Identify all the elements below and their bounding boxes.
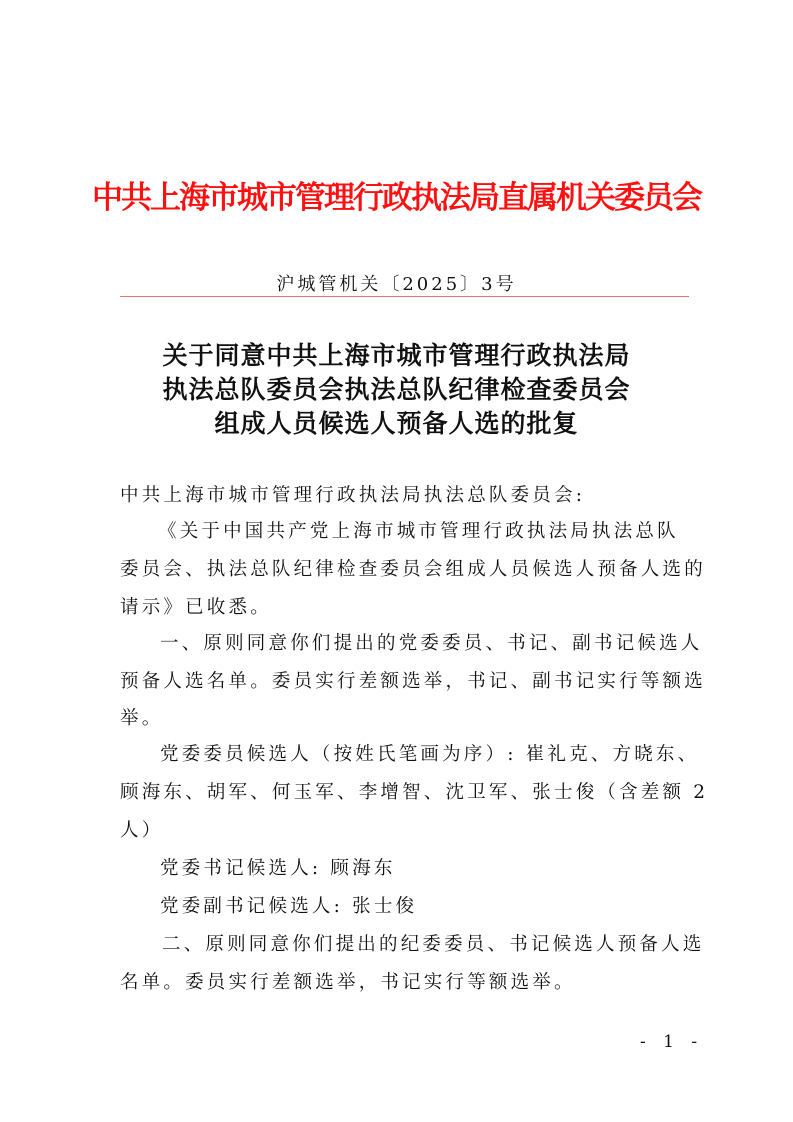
body-line: 党委副书记候选人: 张士俊 — [160, 896, 418, 917]
body-line: 请示》已收悉。 — [120, 597, 272, 618]
body-line: 举。 — [120, 708, 164, 729]
body-line: 一、原则同意你们提出的党委委员、书记、副书记候选人 — [160, 633, 703, 654]
body-line: 预备人选名单。委员实行差额选举，书记、副书记实行等额选 — [120, 671, 706, 692]
issuing-organization-header: 中共上海市城市管理行政执法局直属机关委员会 — [92, 180, 701, 216]
document-title-line: 关于同意中共上海市城市管理行政执法局 — [162, 341, 631, 370]
body-line: 委员会、执法总队纪律检查委员会组成人员候选人预备人选的 — [120, 559, 706, 580]
header-divider — [120, 296, 689, 297]
body-line: 名单。委员实行差额选举，书记实行等额选举。 — [120, 972, 576, 993]
body-line: 党委委员候选人（按姓氏笔画为序）: 崔礼克、方晓东、 — [160, 744, 700, 765]
document-title-line: 执法总队委员会执法总队纪律检查委员会 — [162, 375, 631, 404]
page-number: - 1 - — [640, 1032, 704, 1052]
body-line: 顾海东、胡军、何玉军、李增智、沈卫军、张士俊（含差额 2 — [120, 782, 709, 803]
salutation: 中共上海市城市管理行政执法局执法总队委员会: — [120, 485, 586, 506]
body-line: 人） — [120, 820, 164, 841]
body-line: 二、原则同意你们提出的纪委委员、书记候选人预备人选 — [162, 934, 705, 955]
body-line: 党委书记候选人: 顾海东 — [160, 858, 396, 879]
body-line: 《关于中国共产党上海市城市管理行政执法局执法总队 — [158, 521, 679, 542]
document-number: 沪城管机关〔2025〕3号 — [276, 274, 517, 295]
document-title-line: 组成人员候选人预备人选的批复 — [214, 409, 579, 438]
